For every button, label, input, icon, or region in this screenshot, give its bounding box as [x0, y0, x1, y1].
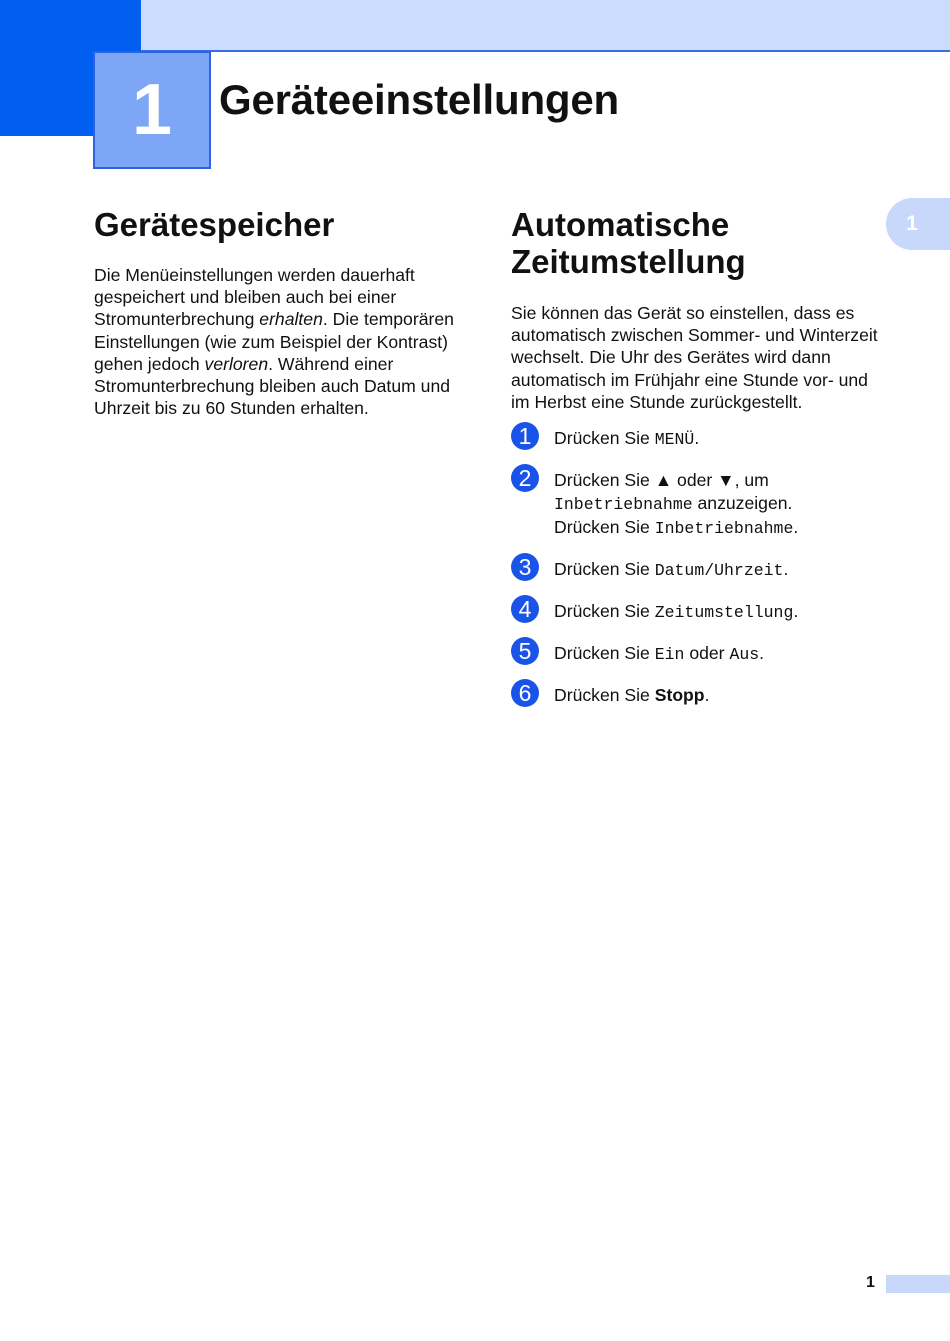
header-band [0, 0, 950, 52]
section-zeitumstellung [511, 206, 881, 724]
chapter-title: Geräteeinstellungen [219, 76, 619, 123]
section-intro: Sie können das Gerät so einstellen, dass es automatisch zwischen Sommer- und Winterzeit wechselt. Die Uhr des Gerätes wird dann automatisch im Frühjahr eine Stunde vor- und im Herbst eine Stunde zurückgestellt. [511, 303, 878, 412]
page-number: 1 [866, 1274, 875, 1291]
side-chapter-tab [886, 198, 950, 250]
menu-key: Zeitumstellung [654, 603, 794, 623]
step-3: 3 Drücken Sie Datum/Uhrzeit. [511, 558, 881, 583]
button-name: Stopp [654, 685, 705, 706]
section-geraetespeicher [94, 206, 464, 419]
steps-list [511, 423, 881, 707]
step-4: 4 Drücken Sie Zeitumstellung. [511, 600, 881, 625]
step-6: 6 Drücken Sie Stopp. [511, 684, 881, 707]
arrow-down-icon: ▼ [717, 470, 735, 491]
step-1: 1 Drücken Sie MENÜ. [511, 427, 881, 452]
step-2: 2 Drücken Sie ▲ oder ▼, um Inbetriebnahme anzuzeigen. Drücken Sie Inbetriebnahme. [511, 469, 881, 541]
footer-bar [886, 1275, 950, 1293]
step-number-badge: 2 [511, 464, 539, 492]
section-heading: Gerätespeicher [94, 206, 335, 243]
menu-key: Aus [729, 645, 760, 665]
menu-key: Datum/Uhrzeit [654, 561, 784, 581]
chapter-number: 1 [131, 70, 173, 150]
step-number-badge: 4 [511, 595, 539, 623]
side-chapter-tab-label: 1 [906, 212, 918, 235]
menu-key: MENÜ [654, 430, 695, 450]
arrow-up-icon: ▲ [654, 470, 673, 491]
step-number-badge: 3 [511, 553, 539, 581]
step-number-badge: 5 [511, 637, 539, 665]
chapter-number-box [93, 51, 211, 169]
section-heading: Automatische Zeitumstellung [511, 206, 746, 280]
section-body: Die Menüeinstellungen werden dauerhaft gespeichert und bleiben auch bei einer Stromunterbrechung erhalten. Die temporären Einstellungen (wie zum Beispiel der Kontrast) gehen jedoch verloren. Während einer Stromunterbrechung bleiben auch Datum und Uhrzeit bis zu 60 Stunden erhalten. [94, 265, 454, 419]
step-number-badge: 1 [511, 422, 539, 450]
header-rule [140, 50, 950, 52]
menu-key: Ein [654, 645, 685, 665]
menu-key: Inbetriebnahme [654, 519, 794, 539]
step-number-badge: 6 [511, 679, 539, 707]
step-5: 5 Drücken Sie Ein oder Aus. [511, 642, 881, 667]
menu-key: Inbetriebnahme [554, 494, 693, 514]
